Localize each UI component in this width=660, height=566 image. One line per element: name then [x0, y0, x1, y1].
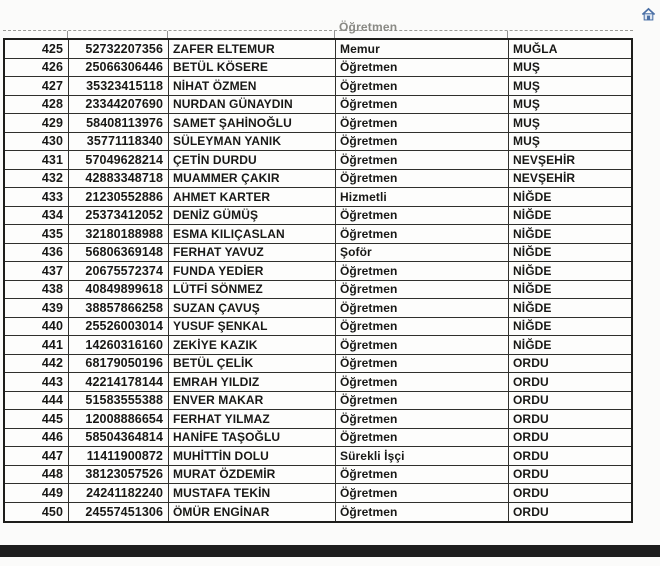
- table-row: [5, 207, 631, 226]
- cell-national-id: 23344207690: [69, 96, 169, 114]
- table-row: [5, 503, 631, 522]
- cell-name: DENİZ GÜMÜŞ: [169, 207, 336, 225]
- cell-province: NİĞDE: [513, 189, 552, 204]
- cell-national-id: 25526003014: [69, 318, 169, 336]
- cell-name: NİHAT ÖZMEN: [169, 77, 336, 95]
- cell-title: Öğretmen: [336, 503, 509, 522]
- table-row: [5, 59, 631, 78]
- table-row: [5, 225, 631, 244]
- cell-title: Öğretmen: [336, 281, 509, 299]
- cell-row-number: 425: [5, 40, 69, 58]
- cell-name: FERHAT YAVUZ: [169, 244, 336, 262]
- cell-name: BETÜL ÇELİK: [169, 355, 336, 373]
- table-row: [5, 244, 631, 263]
- cell-row-number: 431: [5, 151, 69, 169]
- table-body: [3, 38, 633, 523]
- cell-row-number: 447: [5, 447, 69, 465]
- cell-title: Öğretmen: [336, 96, 509, 114]
- cell-national-id: 25373412052: [69, 207, 169, 225]
- table-row: [5, 410, 631, 429]
- page-separator-bar: [0, 545, 660, 557]
- clipped-cell: [168, 31, 335, 38]
- cell-title: Öğretmen: [336, 207, 509, 225]
- table-row: [5, 299, 631, 318]
- cell-national-id: 58408113976: [69, 114, 169, 132]
- table-row: [5, 114, 631, 133]
- table-row: [5, 188, 631, 207]
- cell-row-number: 450: [5, 503, 69, 522]
- cell-name: ESMA KILIÇASLAN: [169, 225, 336, 243]
- cell-national-id: 51583555388: [69, 392, 169, 410]
- cell-national-id: 24241182240: [69, 484, 169, 502]
- cell-national-id: 68179050196: [69, 355, 169, 373]
- cell-national-id: 21230552886: [69, 188, 169, 206]
- table-row: [5, 262, 631, 281]
- cell-province: NİĞDE: [513, 226, 552, 241]
- cell-name: ZAFER ELTEMUR: [169, 40, 336, 58]
- cell-row-number: 449: [5, 484, 69, 502]
- cell-province: NİĞDE: [513, 263, 552, 278]
- cell-province: MUŞ: [513, 115, 540, 130]
- table-row: [5, 40, 631, 59]
- cell-national-id: 56806369148: [69, 244, 169, 262]
- cell-national-id: 42214178144: [69, 373, 169, 391]
- cell-title: Öğretmen: [336, 114, 509, 132]
- clipped-text-remnant: Öğretmen: [339, 20, 398, 34]
- table-row: [5, 77, 631, 96]
- cell-title: Memur: [336, 40, 509, 58]
- cell-row-number: 448: [5, 466, 69, 484]
- clipped-cell: [508, 31, 633, 38]
- cell-name: SUZAN ÇAVUŞ: [169, 299, 336, 317]
- cell-row-number: 445: [5, 410, 69, 428]
- cell-name: YUSUF ŞENKAL: [169, 318, 336, 336]
- cell-row-number: 435: [5, 225, 69, 243]
- cell-province: NİĞDE: [513, 282, 552, 297]
- cell-national-id: 40849899618: [69, 281, 169, 299]
- clipped-cell: [335, 20, 508, 38]
- cell-national-id: 14260316160: [69, 336, 169, 354]
- cell-row-number: 441: [5, 336, 69, 354]
- cell-row-number: 446: [5, 429, 69, 447]
- cell-title: Öğretmen: [336, 299, 509, 317]
- cell-title: Öğretmen: [336, 336, 509, 354]
- table-row: [5, 466, 631, 485]
- cell-name: SAMET ŞAHİNOĞLU: [169, 114, 336, 132]
- cell-title: Öğretmen: [336, 318, 509, 336]
- cell-row-number: 443: [5, 373, 69, 391]
- cell-province: NEVŞEHİR: [513, 152, 576, 167]
- cell-province: ORDU: [513, 411, 549, 426]
- cell-province: NİĞDE: [513, 300, 552, 315]
- table-row: [5, 429, 631, 448]
- cell-row-number: 430: [5, 133, 69, 151]
- cell-row-number: 442: [5, 355, 69, 373]
- cell-province: ORDU: [513, 504, 549, 519]
- cell-title: Sürekli İşçi: [336, 447, 509, 465]
- cell-national-id: 38857866258: [69, 299, 169, 317]
- cell-province: ORDU: [513, 448, 549, 463]
- cell-name: EMRAH YILDIZ: [169, 373, 336, 391]
- cell-national-id: 12008886654: [69, 410, 169, 428]
- cell-national-id: 24557451306: [69, 503, 169, 522]
- cell-province: ORDU: [513, 430, 549, 445]
- cell-province: NİĞDE: [513, 337, 552, 352]
- table-row: [5, 96, 631, 115]
- cell-row-number: 426: [5, 59, 69, 77]
- cell-province: ORDU: [513, 374, 549, 389]
- clipped-previous-row: [3, 20, 633, 38]
- cell-row-number: 432: [5, 170, 69, 188]
- cell-province: ORDU: [513, 356, 549, 371]
- cell-title: Hizmetli: [336, 188, 509, 206]
- cell-row-number: 437: [5, 262, 69, 280]
- cell-title: Öğretmen: [336, 429, 509, 447]
- clipped-cell: [68, 31, 168, 38]
- cell-name: ÇETİN DURDU: [169, 151, 336, 169]
- cell-province: ORDU: [513, 485, 549, 500]
- cell-name: AHMET KARTER: [169, 188, 336, 206]
- home-icon[interactable]: [641, 7, 656, 22]
- cell-title: Öğretmen: [336, 133, 509, 151]
- cell-row-number: 428: [5, 96, 69, 114]
- cell-name: ZEKİYE KAZIK: [169, 336, 336, 354]
- cell-row-number: 429: [5, 114, 69, 132]
- table-row: [5, 336, 631, 355]
- cell-title: Öğretmen: [336, 262, 509, 280]
- table-row: [5, 484, 631, 503]
- cell-province: MUŞ: [513, 60, 540, 75]
- cell-national-id: 38123057526: [69, 466, 169, 484]
- personnel-table: [3, 20, 633, 523]
- cell-title: Şoför: [336, 244, 509, 262]
- cell-province: NİĞDE: [513, 208, 552, 223]
- table-row: [5, 133, 631, 152]
- cell-row-number: 439: [5, 299, 69, 317]
- cell-row-number: 440: [5, 318, 69, 336]
- table-row: [5, 151, 631, 170]
- cell-name: MUAMMER ÇAKIR: [169, 170, 336, 188]
- cell-title: Öğretmen: [336, 170, 509, 188]
- cell-province: NEVŞEHİR: [513, 171, 576, 186]
- cell-name: FUNDA YEDİER: [169, 262, 336, 280]
- cell-national-id: 42883348718: [69, 170, 169, 188]
- cell-title: Öğretmen: [336, 410, 509, 428]
- cell-province: MUŞ: [513, 78, 540, 93]
- cell-name: ÖMÜR ENGİNAR: [169, 503, 336, 522]
- cell-title: Öğretmen: [336, 77, 509, 95]
- cell-national-id: 52732207356: [69, 40, 169, 58]
- cell-province: MUŞ: [513, 97, 540, 112]
- cell-row-number: 433: [5, 188, 69, 206]
- cell-title: Öğretmen: [336, 59, 509, 77]
- cell-province: ORDU: [513, 467, 549, 482]
- clipped-cell: [3, 31, 68, 38]
- cell-name: ENVER MAKAR: [169, 392, 336, 410]
- table-row: [5, 447, 631, 466]
- table-row: [5, 373, 631, 392]
- cell-province: MUĞLA: [513, 41, 558, 56]
- cell-name: MURAT ÖZDEMİR: [169, 466, 336, 484]
- table-row: [5, 318, 631, 337]
- cell-title: Öğretmen: [336, 392, 509, 410]
- cell-national-id: 11411900872: [69, 447, 169, 465]
- cell-title: Öğretmen: [336, 484, 509, 502]
- cell-row-number: 427: [5, 77, 69, 95]
- table-row: [5, 170, 631, 189]
- cell-national-id: 57049628214: [69, 151, 169, 169]
- cell-national-id: 32180188988: [69, 225, 169, 243]
- cell-row-number: 438: [5, 281, 69, 299]
- cell-title: Öğretmen: [336, 466, 509, 484]
- cell-title: Öğretmen: [336, 151, 509, 169]
- table-row: [5, 392, 631, 411]
- cell-name: BETÜL KÖSERE: [169, 59, 336, 77]
- cell-name: MUHİTTİN DOLU: [169, 447, 336, 465]
- cell-national-id: 35323415118: [69, 77, 169, 95]
- cell-title: Öğretmen: [336, 225, 509, 243]
- cell-name: NURDAN GÜNAYDIN: [169, 96, 336, 114]
- cell-name: SÜLEYMAN YANIK: [169, 133, 336, 151]
- cell-province: MUŞ: [513, 134, 540, 149]
- table-row: [5, 281, 631, 300]
- cell-national-id: 35771118340: [69, 133, 169, 151]
- cell-row-number: 444: [5, 392, 69, 410]
- cell-name: LÜTFİ SÖNMEZ: [169, 281, 336, 299]
- cell-name: MUSTAFA TEKİN: [169, 484, 336, 502]
- cell-province: ORDU: [513, 393, 549, 408]
- cell-province: NİĞDE: [513, 319, 552, 334]
- cell-name: FERHAT YILMAZ: [169, 410, 336, 428]
- cell-row-number: 434: [5, 207, 69, 225]
- cell-province: NİĞDE: [513, 245, 552, 260]
- cell-title: Öğretmen: [336, 355, 509, 373]
- cell-row-number: 436: [5, 244, 69, 262]
- cell-national-id: 20675572374: [69, 262, 169, 280]
- cell-national-id: 25066306446: [69, 59, 169, 77]
- table-row: [5, 355, 631, 374]
- cell-name: HANİFE TAŞOĞLU: [169, 429, 336, 447]
- cell-national-id: 58504364814: [69, 429, 169, 447]
- cell-title: Öğretmen: [336, 373, 509, 391]
